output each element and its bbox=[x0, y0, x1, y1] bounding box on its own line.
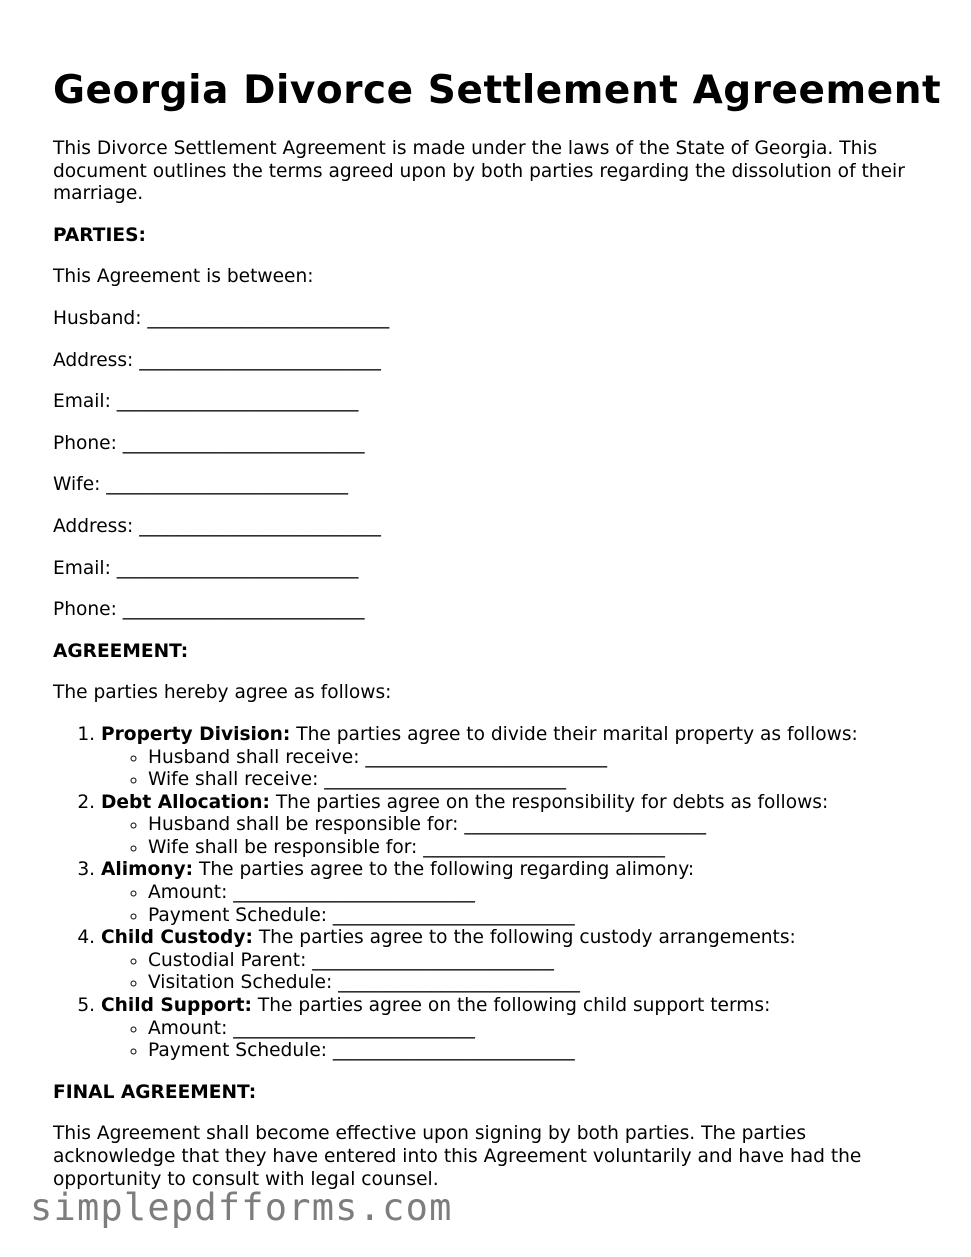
term-sublist bbox=[101, 747, 933, 792]
support-schedule-field[interactable]: ◦ Payment Schedule: __________________________ bbox=[148, 1040, 933, 1063]
term-label: Alimony: bbox=[101, 859, 194, 881]
term-text: The parties agree on the responsibility for debts as follows: bbox=[269, 791, 829, 813]
husband-name-field[interactable]: Husband: __________________________ bbox=[53, 307, 390, 329]
wife-receives-field[interactable]: ◦ Wife shall receive: __________________________ bbox=[148, 769, 933, 792]
intro-paragraph: This Divorce Settlement Agreement is made under the laws of the State of Georgia. This document outlines the terms agreed upon by both parties regarding the dissolution of their marriage. bbox=[53, 138, 905, 205]
husband-phone-field[interactable]: Phone: __________________________ bbox=[53, 432, 365, 454]
final-agreement-heading: FINAL AGREEMENT: bbox=[53, 1081, 257, 1103]
wife-name-field[interactable]: Wife: __________________________ bbox=[53, 474, 349, 496]
husband-email-field[interactable]: Email: __________________________ bbox=[53, 391, 359, 413]
term-label: Child Custody: bbox=[101, 927, 253, 949]
husband-address-field[interactable]: Address: __________________________ bbox=[53, 349, 381, 371]
term-debt-allocation bbox=[101, 792, 933, 860]
document-title: Georgia Divorce Settlement Agreement bbox=[53, 68, 942, 113]
term-sublist bbox=[101, 1018, 933, 1063]
term-property-division bbox=[101, 724, 933, 792]
support-amount-field[interactable]: ◦ Amount: __________________________ bbox=[148, 1018, 933, 1041]
final-agreement-text: This Agreement shall become effective upon signing by both parties. The parties acknowledge that they have entered into this Agreement voluntarily and have had the opportunity to consult with legal counsel. bbox=[53, 1123, 862, 1190]
term-text: The parties agree to divide their marital property as follows: bbox=[290, 723, 858, 745]
term-text: The parties agree to the following custody arrangements: bbox=[252, 927, 796, 949]
parties-heading: PARTIES: bbox=[53, 224, 146, 246]
term-child-support bbox=[101, 995, 933, 1063]
term-label: Child Support: bbox=[101, 995, 252, 1017]
term-sublist bbox=[101, 950, 933, 995]
term-label: Property Division: bbox=[101, 723, 291, 745]
term-alimony bbox=[101, 859, 933, 927]
wife-debts-field[interactable]: ◦ Wife shall be responsible for: __________________________ bbox=[148, 837, 933, 860]
alimony-schedule-field[interactable]: ◦ Payment Schedule: __________________________ bbox=[148, 905, 933, 928]
parties-lead: This Agreement is between: bbox=[53, 266, 314, 288]
term-label: Debt Allocation: bbox=[101, 791, 270, 813]
term-sublist bbox=[101, 814, 933, 859]
husband-debts-field[interactable]: ◦ Husband shall be responsible for: __________________________ bbox=[148, 814, 933, 837]
custodial-parent-field[interactable]: ◦ Custodial Parent: __________________________ bbox=[148, 950, 933, 973]
watermark: simplepdfforms.com bbox=[30, 1186, 453, 1229]
agreement-lead: The parties hereby agree as follows: bbox=[53, 682, 392, 704]
visitation-schedule-field[interactable]: ◦ Visitation Schedule: __________________________ bbox=[148, 972, 933, 995]
wife-phone-field[interactable]: Phone: __________________________ bbox=[53, 599, 365, 621]
alimony-amount-field[interactable]: ◦ Amount: __________________________ bbox=[148, 882, 933, 905]
agreement-terms-list bbox=[53, 724, 933, 1063]
agreement-heading: AGREEMENT: bbox=[53, 640, 189, 662]
wife-email-field[interactable]: Email: __________________________ bbox=[53, 557, 359, 579]
term-child-custody bbox=[101, 927, 933, 995]
term-text: The parties agree on the following child support terms: bbox=[251, 995, 771, 1017]
husband-receives-field[interactable]: ◦ Husband shall receive: __________________________ bbox=[148, 747, 933, 770]
wife-address-field[interactable]: Address: __________________________ bbox=[53, 515, 381, 537]
term-text: The parties agree to the following regarding alimony: bbox=[193, 859, 695, 881]
term-sublist bbox=[101, 882, 933, 927]
document-page bbox=[53, 66, 942, 1210]
